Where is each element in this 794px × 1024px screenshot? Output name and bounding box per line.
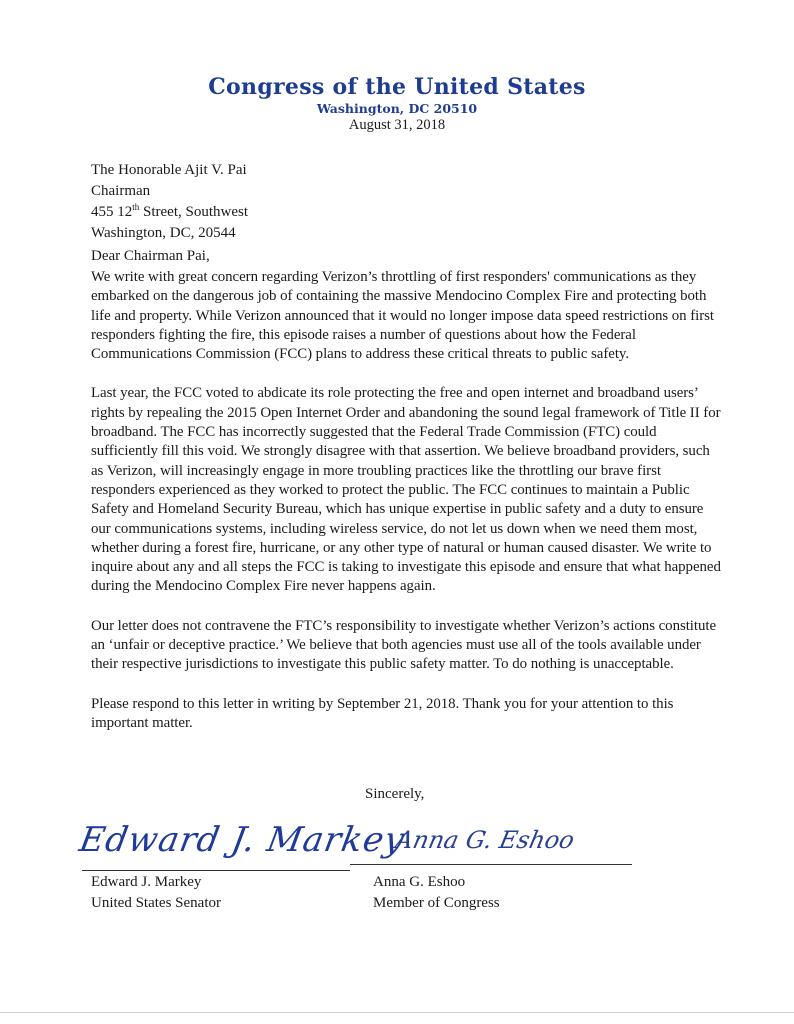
- signer-eshoo: [373, 872, 500, 914]
- markey-signature: Edward J. Markey: [76, 820, 409, 860]
- body-paragraph: Our letter does not contravene the FTC’s responsibility to investigate whether Verizon’s actions constitute an ‘unfair or deceptive practice.’ We believe that both agencies must use all of the tools available under their respective jurisdictions to investigate this public safety matter. To do nothing is unacceptable.: [91, 617, 717, 673]
- street-name: Street, Southwest: [139, 204, 249, 220]
- closing: Sincerely,: [365, 786, 425, 802]
- street-number: 455 12: [91, 204, 133, 220]
- body-paragraph: We write with great concern regarding Verizon’s throttling of first responders' communications as they embarked on the dangerous job of containing the massive Mendocino Complex Fire and protecting both life and property. While Verizon announced that it would no longer impose data speed restrictions on first responders fighting the fire, this episode raises a number of questions about how the Federal Communications Commission (FCC) plans to address these critical threats to public safety.: [91, 269, 714, 363]
- recipient-address: [91, 160, 248, 244]
- letterhead-title: Congress of the United States: [208, 74, 586, 100]
- signer-title: Member of Congress: [373, 895, 500, 911]
- letterhead-city: Washington, DC 20510: [316, 101, 478, 116]
- body-paragraph: Please respond to this letter in writing by September 21, 2018. Thank you for your attention to this important matter.: [91, 695, 674, 731]
- street-suffix: th: [132, 202, 140, 212]
- page-bottom-rule: [0, 1012, 794, 1013]
- signature-line-markey: [82, 870, 350, 871]
- letterhead: [0, 74, 794, 133]
- signer-name: Anna G. Eshoo: [373, 874, 466, 890]
- signer-title: United States Senator: [91, 895, 221, 911]
- salutation: Dear Chairman Pai,: [91, 248, 210, 264]
- recipient-name: The Honorable Ajit V. Pai: [91, 162, 247, 178]
- signature-line-eshoo: [350, 864, 632, 865]
- signer-name: Edward J. Markey: [91, 874, 202, 890]
- body-paragraph: Last year, the FCC voted to abdicate its role protecting the free and open internet and broadband users’ rights by repealing the 2015 Open Internet Order and abandoning the sound legal framework of Title II for broadband. The FCC has incorrectly suggested that the Federal Trade Commission (FTC) could sufficiently fill this void. We strongly disagree with that assertion. We believe broadband providers, such as Verizon, will increasingly engage in more troubling practices like the throttling our brave first responders experienced as they worked to protect the public. The FCC continues to maintain a Public Safety and Homeland Security Bureau, which has unique expertise in public safety and a duty to ensure our communications systems, including wireless service, do not let us down when we need them most, whether during a forest fire, hurricane, or any other type of natural or human caused disaster. We write to inquire about any and all steps the FCC is taking to investigate this episode and ensure that what happened during the Mendocino Complex Fire never happens again.: [91, 385, 721, 595]
- recipient-street: [91, 202, 248, 223]
- letter-body: [91, 268, 723, 753]
- eshoo-signature: Anna G. Eshoo: [393, 826, 577, 854]
- letter-date: August 31, 2018: [348, 117, 446, 133]
- signer-markey: [91, 872, 221, 914]
- recipient-city: Washington, DC, 20544: [91, 225, 236, 241]
- recipient-title: Chairman: [91, 183, 151, 199]
